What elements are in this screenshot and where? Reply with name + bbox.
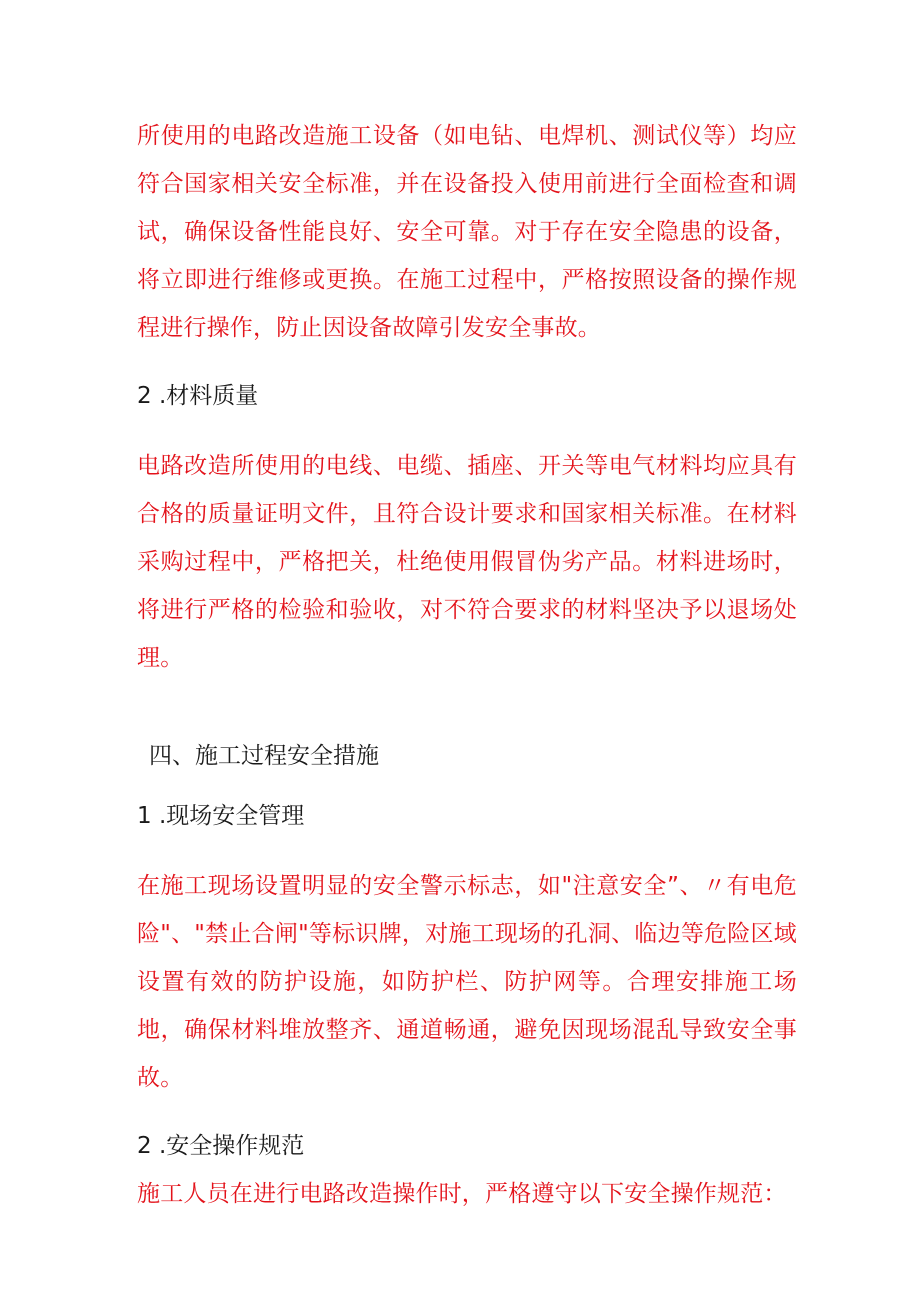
heading-site-safety: 1 .现场安全管理 (137, 803, 305, 829)
paragraph-equipment: 所使用的电路改造施工设备（如电钻、电焊机、测试仪等）均应符合国家相关安全标准，并在设备投入使用前进行全面检查和调试，确保设备性能良好、安全可靠。对于存在安全隐患的设备，将立即进行维修或更换。在施工过程中，严格按照设备的操作规程进行操作，防止因设备故障引发安全事故。 (137, 123, 797, 341)
paragraph-operation-rules: 施工人员在进行电路改造操作时，严格遵守以下安全操作规范： (137, 1181, 787, 1207)
heading-safe-operation: 2 .安全操作规范 (137, 1133, 305, 1159)
paragraph-materials: 电路改造所使用的电线、电缆、插座、开关等电气材料均应具有合格的质量证明文件，且符合设计要求和国家相关标准。在材料采购过程中，严格把关，杜绝使用假冒伪劣产品。材料进场时，将进行严格的检验和验收，对不符合要求的材料坚决予以退场处理。 (137, 453, 797, 671)
document-content (137, 112, 797, 1218)
section-title-construction-safety: 四、施工过程安全措施 (149, 743, 379, 769)
heading-material-quality: 2 .材料质量 (137, 383, 259, 409)
paragraph-site-safety: 在施工现场设置明显的安全警示标志，如"注意安全”、〃有电危险"、"禁止合闸"等标识牌，对施工现场的孔洞、临边等危险区域设置有效的防护设施，如防护栏、防护网等。合理安排施工场地，确保材料堆放整齐、通道畅通，避免因现场混乱导致安全事故。 (137, 873, 797, 1091)
